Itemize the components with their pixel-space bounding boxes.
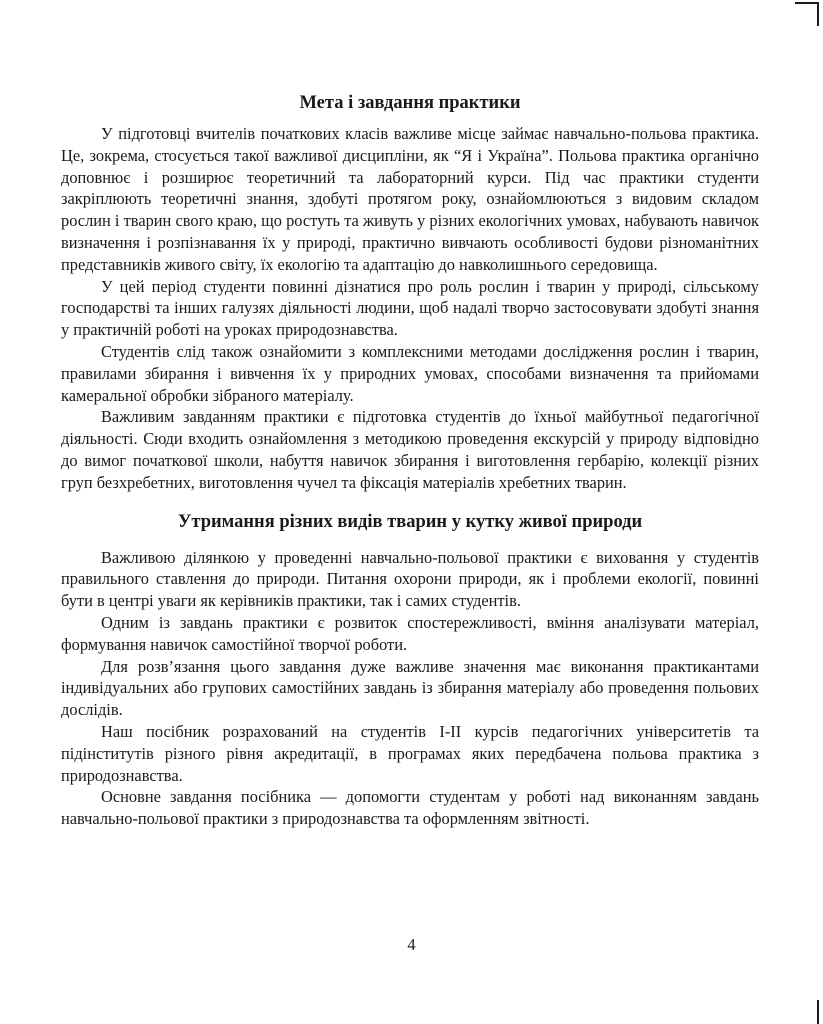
paragraph: Важливим завданням практики є підготовка студентів до їхньої майбутньої педагогічної діяльності. Сюди входить ознайомлення з методикою проведення екскурсій у природу відповідно до вимог початкової школи, набуття навичок збирання і виготовлення гербарію, колекції різних груп безхребетних, виготовлення чучел та фіксація матеріалів хребетних тварин. (61, 407, 759, 492)
crop-mark-top-vertical (817, 2, 819, 26)
section-animal-care (61, 509, 759, 830)
paragraph: Студентів слід також ознайомити з комплексними методами дослідження рослин і тварин, правилами збирання і вивчення їх у природних умовах, способами визначення та прийомами камеральної обробки зібраного матеріалу. (61, 341, 759, 405)
paragraph: Для розв’язання цього завдання дуже важливе значення має виконання практикантами індивідуальних або групових самостійних завдань із збирання матеріалу або проведення польових дослідів. (61, 656, 759, 720)
section-goals (61, 90, 759, 494)
paragraph: Наш посібник розрахований на студентів I-II курсів педагогічних університетів та підінститутів різного рівня акредитації, в програмах яких передбачена польова практика з природознавства. (61, 721, 759, 785)
section-title: Мета і завдання практики (299, 93, 521, 113)
paragraph: Важливою ділянкою у проведенні навчально-польової практики є виховання у студентів правильного ставлення до природи. Питання охорони природи, як і проблеми екології, повинні бути в центрі уваги як керівників практики, так і самих студентів. (61, 547, 759, 611)
crop-mark-bottom-vertical (817, 1000, 819, 1024)
crop-mark-top-horizontal (795, 2, 819, 4)
page-number: 4 (407, 935, 416, 954)
paragraph: Одним із завдань практики є розвиток спостережливості, вміння аналізувати матеріал, формування навичок самостійної творчої роботи. (61, 612, 759, 654)
section-title: Утримання різних видів тварин у кутку живої природи (177, 511, 643, 532)
paragraph: У підготовці вчителів початкових класів важливе місце займає навчально-польова практика. Це, зокрема, стосується такої важливої дисципліни, як “Я і Україна”. Польова практика органічно доповнює і розширює теоретичний та лабораторний курси. Під час практики студенти закріплюють теоретичні знання, здобуті протягом року, ознайомлюються з видовим складом рослин і тварин свого краю, що ростуть та живуть у різних екологічних умовах, набувають навичок визначення і розпізнавання їх у природі, практично вивчають особливості будови різноманітних представників живого світу, їх екологію та адаптацію до навколишнього середовища. (61, 124, 759, 274)
page-content (61, 90, 759, 830)
paragraph: У цей період студенти повинні дізнатися про роль рослин і тварин у природі, сільському господарстві та інших галузях діяльності людини, щоб надалі творчо застосовувати здобуті знання у практичній роботі на уроках природознавства. (61, 276, 759, 340)
paragraph: Основне завдання посібника — допомогти студентам у роботі над виконанням завдань навчально-польової практики з природознавства та оформленням звітності. (61, 787, 759, 829)
